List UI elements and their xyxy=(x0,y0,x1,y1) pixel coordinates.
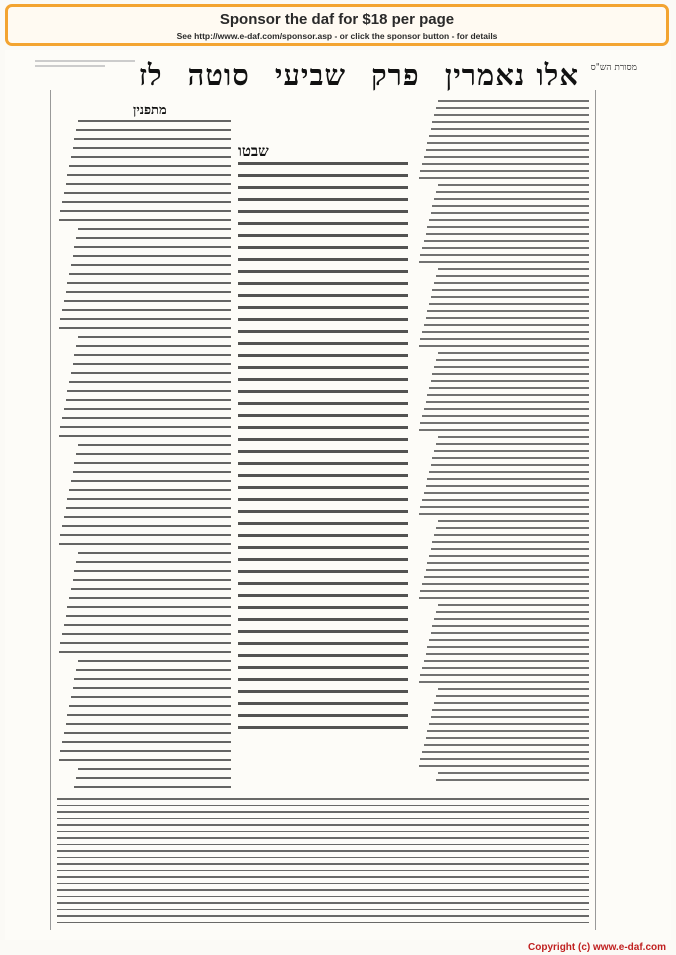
text-line xyxy=(238,654,408,657)
text-line xyxy=(238,270,408,273)
text-line xyxy=(238,498,408,501)
text-line xyxy=(64,516,231,518)
header-daf: לז xyxy=(138,58,163,92)
text-line xyxy=(238,534,408,537)
text-line xyxy=(238,450,408,453)
text-line xyxy=(60,750,231,752)
text-line xyxy=(238,354,408,357)
text-line xyxy=(57,922,589,924)
text-line xyxy=(64,732,231,734)
text-line xyxy=(238,234,408,237)
text-line xyxy=(432,541,589,543)
text-line xyxy=(427,394,589,396)
text-line xyxy=(69,489,231,491)
text-line xyxy=(424,576,589,578)
text-line xyxy=(64,408,231,410)
text-line xyxy=(420,590,589,592)
text-line xyxy=(438,520,589,522)
text-line xyxy=(60,318,231,320)
sponsor-banner[interactable] xyxy=(5,4,669,46)
text-line xyxy=(67,282,231,284)
text-line xyxy=(424,744,589,746)
text-line xyxy=(432,625,589,627)
text-line xyxy=(238,342,408,345)
text-line xyxy=(76,237,231,239)
text-line xyxy=(427,226,589,228)
text-line xyxy=(57,844,589,846)
text-line xyxy=(422,415,589,417)
text-line xyxy=(71,480,231,482)
text-line xyxy=(57,805,589,807)
text-line xyxy=(59,327,231,329)
text-line xyxy=(238,366,408,369)
text-line xyxy=(62,309,231,311)
text-line xyxy=(69,597,231,599)
text-line xyxy=(431,632,589,634)
text-line xyxy=(73,471,231,473)
text-line xyxy=(426,233,589,235)
text-line xyxy=(66,291,231,293)
text-line xyxy=(419,345,589,347)
text-line xyxy=(78,336,231,338)
text-line xyxy=(59,219,231,221)
text-line xyxy=(419,597,589,599)
header-chapter: אלו נאמרין xyxy=(444,58,579,92)
text-line xyxy=(419,429,589,431)
text-line xyxy=(57,902,589,904)
text-line xyxy=(434,618,589,620)
text-line xyxy=(432,121,589,123)
text-line xyxy=(424,156,589,158)
text-line xyxy=(69,165,231,167)
text-line xyxy=(426,401,589,403)
text-line xyxy=(238,210,408,213)
text-line xyxy=(420,338,589,340)
text-line xyxy=(59,759,231,761)
text-line xyxy=(71,696,231,698)
text-line xyxy=(57,824,589,826)
left-margin-rule xyxy=(50,90,51,930)
text-line xyxy=(74,678,231,680)
text-line xyxy=(64,300,231,302)
text-line xyxy=(59,435,231,437)
text-line xyxy=(238,282,408,285)
text-line xyxy=(427,478,589,480)
text-line xyxy=(438,268,589,270)
text-line xyxy=(238,258,408,261)
text-line xyxy=(426,569,589,571)
text-line xyxy=(74,246,231,248)
text-line xyxy=(238,642,408,645)
text-line xyxy=(57,850,589,852)
text-line xyxy=(238,186,408,189)
text-line xyxy=(71,588,231,590)
text-line xyxy=(238,690,408,693)
text-line xyxy=(427,646,589,648)
text-line xyxy=(238,582,408,585)
text-line xyxy=(419,177,589,179)
text-line xyxy=(238,486,408,489)
text-line xyxy=(76,561,231,563)
text-line xyxy=(426,737,589,739)
text-line xyxy=(436,695,589,697)
text-line xyxy=(59,651,231,653)
text-line xyxy=(422,499,589,501)
text-line xyxy=(66,507,231,509)
text-line xyxy=(436,107,589,109)
text-line xyxy=(436,191,589,193)
text-line xyxy=(238,330,408,333)
text-line xyxy=(429,555,589,557)
sponsor-subtitle: See http://www.e-daf.com/sponsor.asp - or click the sponsor button - for details xyxy=(176,31,498,41)
text-line xyxy=(436,443,589,445)
header-left-decoration xyxy=(35,60,135,76)
text-line xyxy=(57,889,589,891)
text-line xyxy=(432,373,589,375)
text-line xyxy=(238,618,408,621)
rashi-column xyxy=(417,100,589,790)
text-line xyxy=(436,779,589,781)
text-line xyxy=(438,436,589,438)
text-line xyxy=(66,183,231,185)
text-line xyxy=(64,624,231,626)
text-line xyxy=(238,546,408,549)
copyright-notice: Copyright (c) www.e-daf.com xyxy=(528,942,666,953)
text-line xyxy=(422,667,589,669)
text-line xyxy=(238,318,408,321)
text-line xyxy=(238,510,408,513)
text-line xyxy=(436,527,589,529)
text-line xyxy=(76,669,231,671)
text-line xyxy=(73,363,231,365)
text-line xyxy=(60,426,231,428)
text-line xyxy=(434,534,589,536)
text-line xyxy=(432,709,589,711)
sponsor-title[interactable]: Sponsor the daf for $18 per page xyxy=(219,11,455,28)
text-line xyxy=(434,198,589,200)
text-line xyxy=(71,372,231,374)
text-line xyxy=(74,354,231,356)
text-line xyxy=(434,282,589,284)
text-line xyxy=(73,255,231,257)
text-line xyxy=(57,818,589,820)
gemara-text-column xyxy=(238,162,408,732)
text-line xyxy=(78,228,231,230)
text-line xyxy=(57,857,589,859)
text-line xyxy=(431,716,589,718)
text-line xyxy=(66,723,231,725)
text-line xyxy=(420,170,589,172)
text-line xyxy=(69,705,231,707)
text-line xyxy=(420,422,589,424)
main-opening-word: שבטו xyxy=(238,142,269,160)
text-line xyxy=(238,294,408,297)
text-line xyxy=(427,310,589,312)
text-line xyxy=(432,205,589,207)
text-line xyxy=(429,219,589,221)
text-line xyxy=(424,492,589,494)
text-line xyxy=(59,543,231,545)
text-line xyxy=(76,453,231,455)
text-line xyxy=(78,768,231,770)
text-line xyxy=(431,464,589,466)
text-line xyxy=(424,240,589,242)
text-line xyxy=(431,380,589,382)
text-line xyxy=(427,562,589,564)
text-line xyxy=(66,615,231,617)
text-line xyxy=(73,687,231,689)
text-line xyxy=(426,485,589,487)
text-line xyxy=(60,642,231,644)
text-line xyxy=(436,275,589,277)
text-line xyxy=(67,498,231,500)
text-line xyxy=(438,100,589,102)
bottom-commentary-block xyxy=(57,798,589,926)
talmud-page xyxy=(5,50,671,940)
text-line xyxy=(238,222,408,225)
text-line xyxy=(62,525,231,527)
text-line xyxy=(427,730,589,732)
text-line xyxy=(62,741,231,743)
text-line xyxy=(434,450,589,452)
header-tractate: סוטה xyxy=(187,58,250,92)
text-line xyxy=(62,417,231,419)
text-line xyxy=(238,606,408,609)
text-line xyxy=(57,909,589,911)
text-line xyxy=(438,688,589,690)
text-line xyxy=(432,457,589,459)
text-line xyxy=(238,666,408,669)
text-line xyxy=(238,414,408,417)
text-line xyxy=(238,306,408,309)
text-line xyxy=(69,273,231,275)
tosafot-column xyxy=(57,120,231,790)
text-line xyxy=(78,444,231,446)
text-line xyxy=(238,726,408,729)
text-line xyxy=(73,147,231,149)
text-line xyxy=(438,604,589,606)
text-line xyxy=(238,678,408,681)
text-line xyxy=(67,174,231,176)
text-line xyxy=(64,192,231,194)
text-line xyxy=(78,120,231,122)
text-line xyxy=(238,198,408,201)
header-perek: פרק xyxy=(371,58,420,92)
text-line xyxy=(238,474,408,477)
text-line xyxy=(238,522,408,525)
text-line xyxy=(424,408,589,410)
text-line xyxy=(431,128,589,130)
text-line xyxy=(238,402,408,405)
text-line xyxy=(238,570,408,573)
text-line xyxy=(438,352,589,354)
text-line xyxy=(62,633,231,635)
text-line xyxy=(238,246,408,249)
text-line xyxy=(60,210,231,212)
text-line xyxy=(429,303,589,305)
text-line xyxy=(238,558,408,561)
text-line xyxy=(66,399,231,401)
text-line xyxy=(78,552,231,554)
text-line xyxy=(426,653,589,655)
text-line xyxy=(426,149,589,151)
text-line xyxy=(74,786,231,788)
text-line xyxy=(67,606,231,608)
tosafot-opening-word: מתפנין xyxy=(133,103,167,118)
text-line xyxy=(419,681,589,683)
text-line xyxy=(420,506,589,508)
text-line xyxy=(74,138,231,140)
text-line xyxy=(434,702,589,704)
text-line xyxy=(57,870,589,872)
text-line xyxy=(432,289,589,291)
text-line xyxy=(238,702,408,705)
text-line xyxy=(429,471,589,473)
text-line xyxy=(238,714,408,717)
text-line xyxy=(426,317,589,319)
text-line xyxy=(238,390,408,393)
text-line xyxy=(69,381,231,383)
text-line xyxy=(424,660,589,662)
text-line xyxy=(427,142,589,144)
text-line xyxy=(238,438,408,441)
text-line xyxy=(238,594,408,597)
text-line xyxy=(76,345,231,347)
right-margin-title: מסורת הש"ס xyxy=(590,63,637,73)
text-line xyxy=(76,777,231,779)
text-line xyxy=(238,378,408,381)
text-line xyxy=(431,296,589,298)
text-line xyxy=(420,254,589,256)
text-line xyxy=(438,184,589,186)
text-line xyxy=(436,611,589,613)
text-line xyxy=(431,212,589,214)
text-line xyxy=(419,765,589,767)
text-line xyxy=(57,883,589,885)
text-line xyxy=(429,387,589,389)
text-line xyxy=(60,534,231,536)
text-line xyxy=(57,863,589,865)
text-line xyxy=(429,639,589,641)
text-line xyxy=(431,548,589,550)
text-line xyxy=(238,426,408,429)
text-line xyxy=(424,324,589,326)
text-line xyxy=(57,896,589,898)
text-line xyxy=(57,798,589,800)
text-line xyxy=(420,758,589,760)
text-line xyxy=(429,135,589,137)
text-line xyxy=(238,174,408,177)
text-line xyxy=(422,751,589,753)
text-line xyxy=(422,163,589,165)
text-line xyxy=(434,114,589,116)
text-line xyxy=(62,201,231,203)
text-line xyxy=(57,831,589,833)
text-line xyxy=(71,264,231,266)
text-line xyxy=(238,630,408,633)
text-line xyxy=(420,674,589,676)
text-line xyxy=(422,331,589,333)
page-header xyxy=(125,58,579,93)
header-number: שביעי xyxy=(274,58,347,92)
text-line xyxy=(73,579,231,581)
text-line xyxy=(57,876,589,878)
text-line xyxy=(238,162,408,165)
text-line xyxy=(238,462,408,465)
text-line xyxy=(57,915,589,917)
text-line xyxy=(429,723,589,725)
text-line xyxy=(67,714,231,716)
text-line xyxy=(57,837,589,839)
text-line xyxy=(57,811,589,813)
text-line xyxy=(434,366,589,368)
text-line xyxy=(78,660,231,662)
text-line xyxy=(67,390,231,392)
text-line xyxy=(74,462,231,464)
text-line xyxy=(71,156,231,158)
text-line xyxy=(76,129,231,131)
text-line xyxy=(422,583,589,585)
text-line xyxy=(74,570,231,572)
text-line xyxy=(422,247,589,249)
text-line xyxy=(419,261,589,263)
right-margin-rule xyxy=(595,90,596,930)
text-line xyxy=(438,772,589,774)
text-line xyxy=(436,359,589,361)
text-line xyxy=(419,513,589,515)
